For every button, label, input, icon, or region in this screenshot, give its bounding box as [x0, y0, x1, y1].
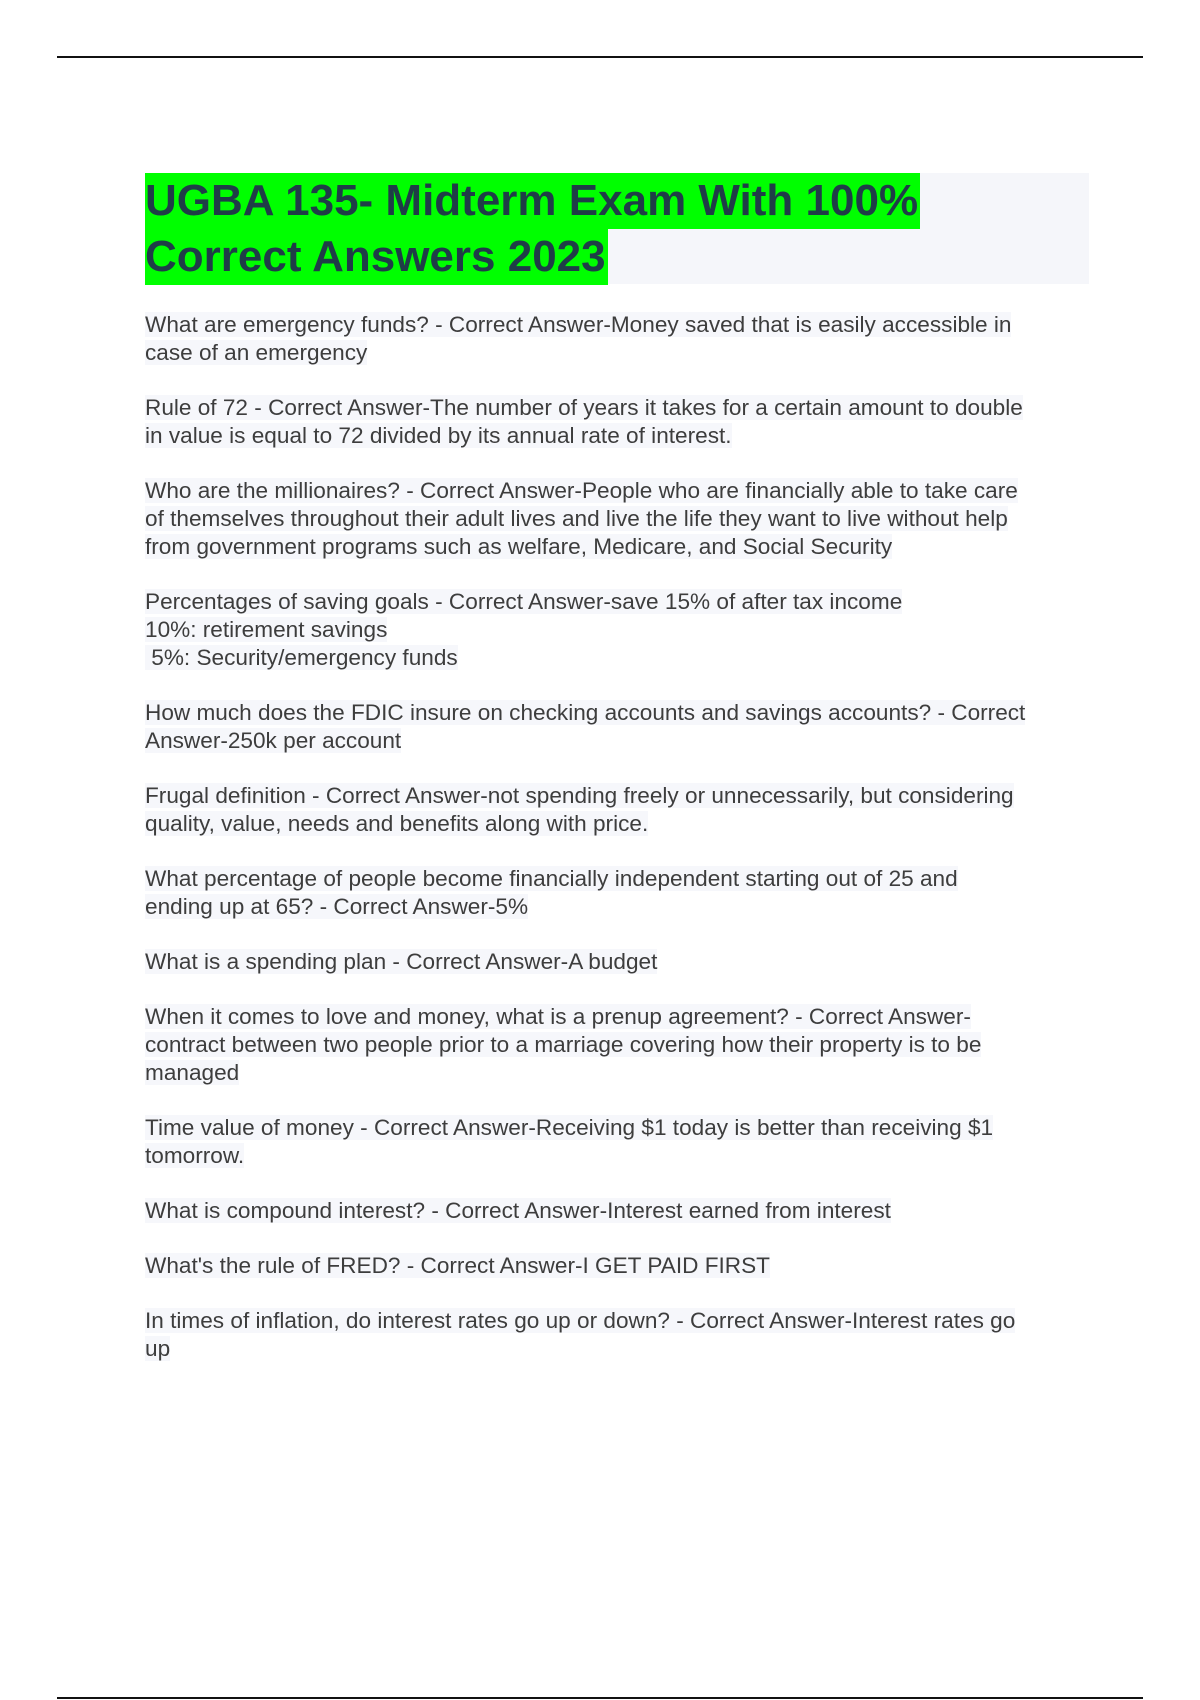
qa-item-text: Who are the millionaires? - Correct Answer-People who are financially able to take care of themselves throughout their adult lives and live the life they want to live without help from government programs such as welfare, Medicare, and Social Security [145, 478, 1018, 559]
top-divider [57, 56, 1143, 58]
qa-item [145, 865, 1095, 921]
qa-item-text: What are emergency funds? - Correct Answer-Money saved that is easily accessible in case of an emergency [145, 312, 1012, 365]
document-title-line-2: Correct Answers 2023 [145, 229, 608, 285]
document-title-line-1: UGBA 135- Midterm Exam With 100% [145, 173, 920, 229]
qa-item [145, 394, 1095, 450]
qa-item-text: What percentage of people become financially independent starting out of 25 and ending up at 65? - Correct Answer-5% [145, 866, 958, 919]
qa-item [145, 1197, 1095, 1225]
qa-item [145, 1252, 1095, 1280]
qa-item-text: Rule of 72 - Correct Answer-The number of years it takes for a certain amount to double in value is equal to 72 divided by its annual rate of interest. [145, 395, 1023, 448]
qa-item-text: Frugal definition - Correct Answer-not spending freely or unnecessarily, but considering quality, value, needs and benefits along with price. [145, 783, 1014, 836]
qa-item-text: How much does the FDIC insure on checking accounts and savings accounts? - Correct Answer-250k per account [145, 700, 1026, 753]
qa-item [145, 477, 1095, 561]
qa-item [145, 948, 1095, 976]
bottom-divider [57, 1697, 1143, 1699]
qa-item [145, 782, 1095, 838]
qa-item-text: In times of inflation, do interest rates go up or down? - Correct Answer-Interest rates go up [145, 1308, 1016, 1361]
qa-item-text: What's the rule of FRED? - Correct Answer-I GET PAID FIRST [145, 1253, 770, 1278]
qa-item [145, 1114, 1095, 1170]
qa-item-text: Percentages of saving goals - Correct Answer-save 15% of after tax income 10%: retirement savings 5%: Security/emergency funds [145, 589, 903, 670]
qa-item-text: What is a spending plan - Correct Answer-A budget [145, 949, 658, 974]
title-block [145, 173, 1089, 284]
qa-item-text: What is compound interest? - Correct Answer-Interest earned from interest [145, 1198, 891, 1223]
qa-item [145, 1003, 1095, 1087]
qa-item [145, 311, 1095, 367]
qa-item [145, 1307, 1095, 1363]
document-title [145, 173, 1089, 285]
qa-item-text: Time value of money - Correct Answer-Receiving $1 today is better than receiving $1 tomorrow. [145, 1115, 994, 1168]
qa-list [145, 311, 1095, 1390]
qa-item-text: When it comes to love and money, what is a prenup agreement? - Correct Answer- contract between two people prior to a marriage covering how their property is to be managed [145, 1004, 982, 1085]
qa-item [145, 699, 1095, 755]
qa-item [145, 588, 1095, 672]
